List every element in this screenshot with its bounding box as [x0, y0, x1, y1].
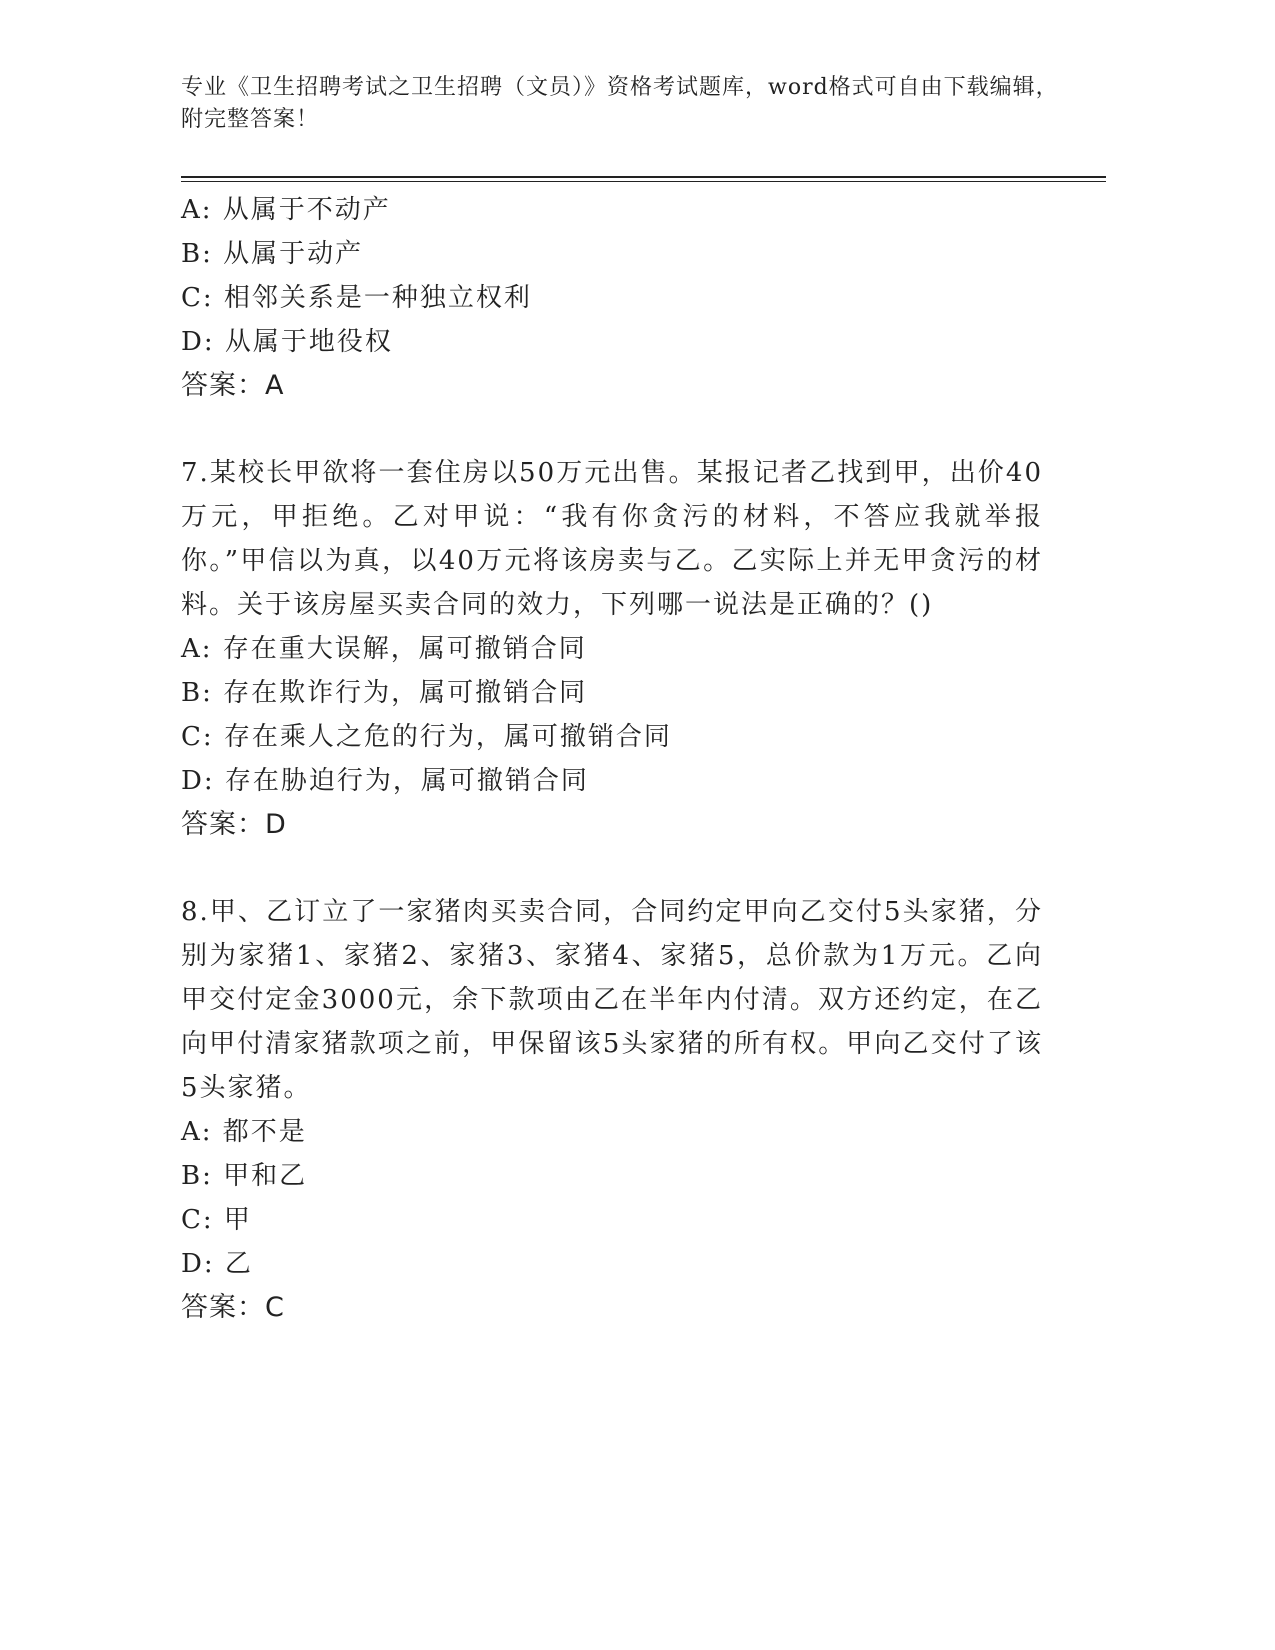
option-c: C: 存在乘人之危的行为，属可撤销合同: [181, 722, 672, 752]
option-c: C: 相邻关系是一种独立权利: [181, 283, 532, 313]
option-b: B: 存在欺诈行为，属可撤销合同: [181, 678, 588, 708]
option-d: D: 乙: [181, 1249, 253, 1279]
option-b: B: 甲和乙: [181, 1161, 308, 1191]
spacer: [181, 408, 1061, 451]
option-d: D: 从属于地役权: [181, 327, 393, 357]
option-b: B: 从属于动产: [181, 239, 364, 269]
answer: 答案：D: [181, 809, 287, 840]
option-a: A: 从属于不动产: [181, 195, 391, 225]
header-rule-thick: [181, 176, 1106, 178]
option-c: C: 甲: [181, 1205, 252, 1235]
spacer: [181, 847, 1061, 890]
answer: 答案：C: [181, 1292, 285, 1323]
option-a: A: 存在重大误解，属可撤销合同: [181, 634, 587, 664]
question-text: 8.甲、乙订立了一家猪肉买卖合同，合同约定甲向乙交付5头家猪，分别为家猪1、家猪2、家猪3、家猪4、家猪5，总价款为1万元。乙向甲交付定金3000元，余下款项由乙在半年内付清。双方还约定，在乙向甲付清家猪款项之前，甲保留该5头家猪的所有权。甲向乙交付了该5头家猪。: [181, 897, 1043, 1103]
option-d: D: 存在胁迫行为，属可撤销合同: [181, 766, 589, 796]
header-rule-thin: [181, 181, 1106, 182]
question-content: [181, 188, 1061, 1330]
document-header: 专业《卫生招聘考试之卫生招聘（文员）》资格考试题库，word格式可自由下载编辑，附完整答案！: [181, 75, 1059, 132]
option-a: A: 都不是: [181, 1117, 307, 1147]
question-7: [181, 451, 1061, 847]
answer: 答案：A: [181, 370, 285, 401]
question-8: [181, 890, 1061, 1330]
question-text: 7.某校长甲欲将一套住房以50万元出售。某报记者乙找到甲，出价40万元，甲拒绝。乙对甲说：“我有你贪污的材料，不答应我就举报你。”甲信以为真，以40万元将该房卖与乙。乙实际上并无甲贪污的材料。关于该房屋买卖合同的效力，下列哪一说法是正确的？(): [181, 458, 1043, 620]
question-6: [181, 188, 1061, 408]
